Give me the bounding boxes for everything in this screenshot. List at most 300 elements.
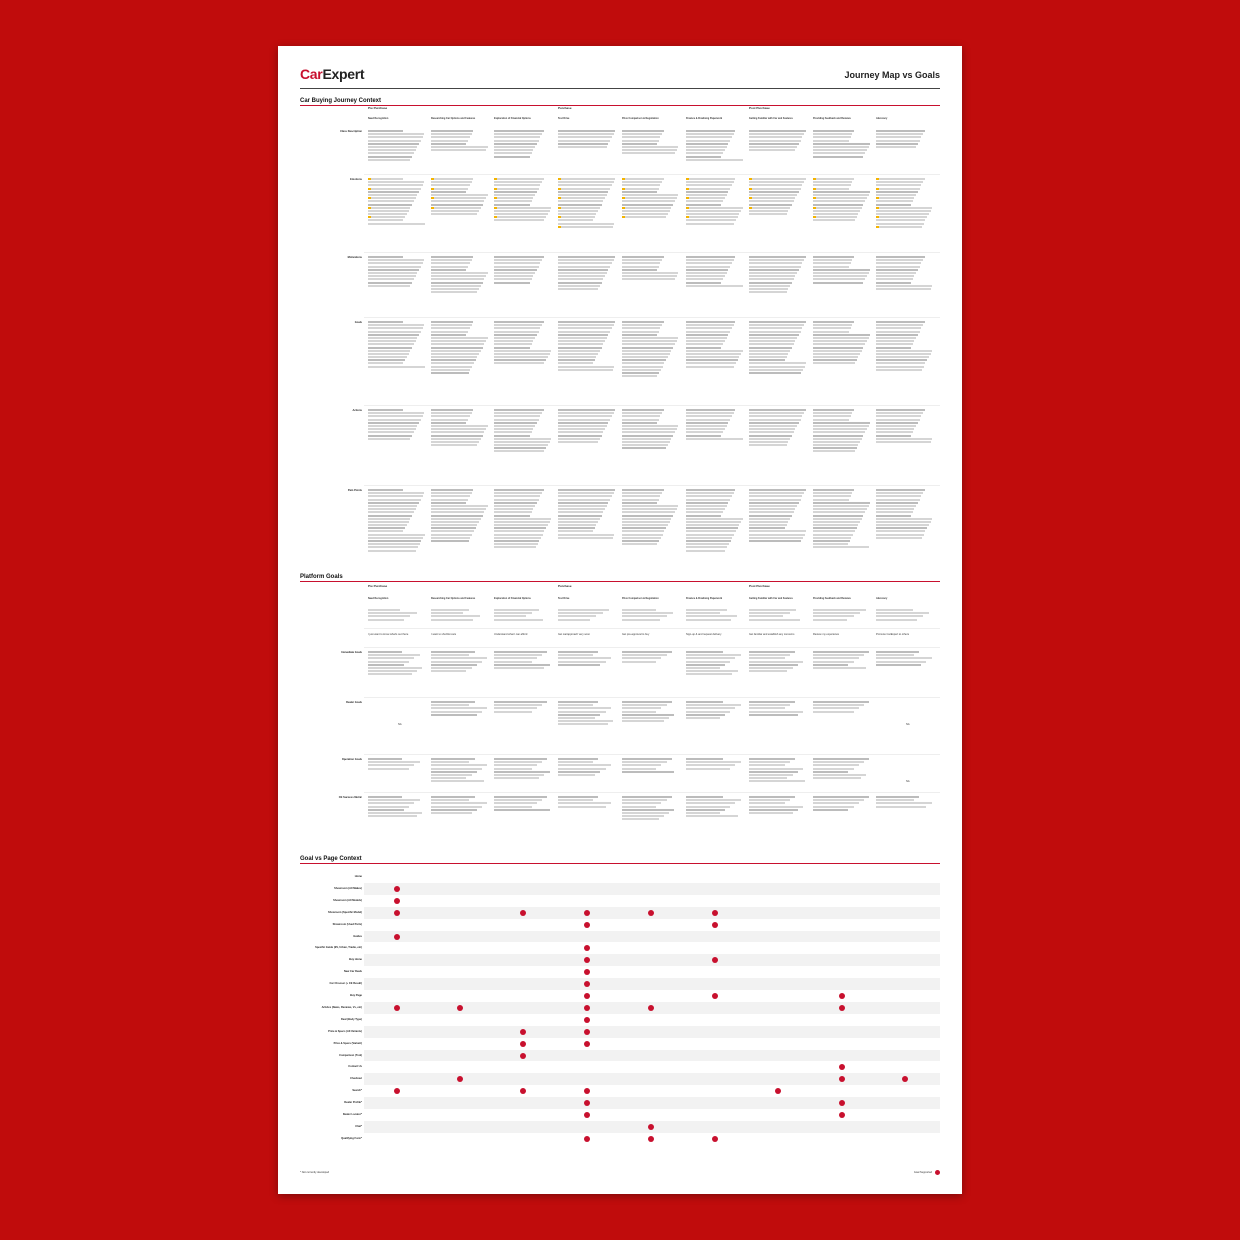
text-line bbox=[876, 359, 927, 361]
text-line bbox=[494, 275, 533, 277]
text-line bbox=[558, 615, 596, 617]
text-line bbox=[431, 524, 477, 526]
text-line bbox=[622, 256, 664, 258]
text-line bbox=[813, 269, 870, 271]
platform-cell bbox=[622, 701, 680, 723]
text-line bbox=[622, 343, 675, 345]
text-line bbox=[368, 758, 402, 760]
text-line bbox=[431, 178, 473, 180]
text-line bbox=[431, 619, 473, 621]
text-line bbox=[876, 441, 931, 443]
text-line bbox=[876, 324, 923, 326]
goal-supported-dot bbox=[584, 993, 590, 999]
journey-cell bbox=[431, 178, 489, 216]
text-line bbox=[686, 667, 720, 669]
text-line bbox=[622, 375, 657, 377]
text-line bbox=[876, 664, 921, 666]
text-line bbox=[431, 511, 484, 513]
text-line bbox=[622, 495, 660, 497]
text-line bbox=[558, 197, 605, 199]
text-line bbox=[686, 761, 741, 763]
text-line bbox=[686, 334, 728, 336]
text-line bbox=[558, 527, 595, 529]
text-line bbox=[876, 537, 922, 539]
text-line bbox=[494, 799, 542, 801]
text-line bbox=[431, 701, 475, 703]
text-line bbox=[494, 774, 544, 776]
text-line bbox=[876, 802, 932, 804]
platform-cell bbox=[494, 796, 552, 812]
text-line bbox=[876, 184, 921, 186]
text-line bbox=[494, 495, 540, 497]
text-line bbox=[813, 799, 864, 801]
text-line bbox=[749, 256, 806, 258]
page-label: Articles (News, Reviews, Vs, etc) bbox=[321, 1005, 362, 1009]
text-line bbox=[686, 152, 723, 154]
text-line bbox=[431, 809, 477, 811]
text-line bbox=[558, 495, 612, 497]
goal-supported-dot bbox=[394, 1005, 400, 1011]
stage-label: Price Comparison & Negotiation bbox=[622, 117, 659, 120]
text-line bbox=[431, 337, 488, 339]
text-line bbox=[558, 327, 612, 329]
platform-cell bbox=[813, 758, 871, 780]
text-line bbox=[813, 428, 867, 430]
text-line bbox=[494, 412, 542, 414]
goal-supported-dot bbox=[712, 1136, 718, 1142]
text-line bbox=[686, 156, 721, 158]
text-line bbox=[622, 409, 664, 411]
text-line bbox=[749, 282, 792, 284]
text-line bbox=[622, 489, 664, 491]
text-line bbox=[431, 415, 470, 417]
text-line bbox=[749, 262, 802, 264]
text-line bbox=[494, 262, 540, 264]
text-line bbox=[494, 438, 551, 440]
text-line bbox=[686, 428, 725, 430]
journey-cell bbox=[494, 178, 552, 223]
text-line bbox=[558, 259, 614, 261]
text-line bbox=[622, 764, 661, 766]
text-line bbox=[876, 197, 914, 199]
text-line bbox=[876, 511, 913, 513]
text-line bbox=[686, 527, 738, 529]
page-label: Showroom (All Makes) bbox=[334, 886, 362, 890]
text-line bbox=[813, 441, 860, 443]
text-line bbox=[494, 447, 546, 449]
text-line bbox=[558, 207, 600, 209]
text-line bbox=[686, 191, 728, 193]
text-line bbox=[431, 204, 483, 206]
text-line bbox=[686, 431, 723, 433]
text-line bbox=[813, 809, 848, 811]
text-line bbox=[368, 412, 424, 414]
text-line bbox=[749, 657, 785, 659]
text-line bbox=[368, 806, 409, 808]
platform-cell bbox=[368, 758, 426, 771]
matrix-row bbox=[364, 1038, 940, 1050]
text-line bbox=[876, 331, 920, 333]
text-line bbox=[558, 711, 606, 713]
text-line bbox=[494, 188, 539, 190]
journey-cell bbox=[749, 256, 807, 294]
text-line bbox=[686, 524, 739, 526]
text-line bbox=[368, 802, 414, 804]
text-line bbox=[558, 272, 607, 274]
text-line bbox=[494, 130, 544, 132]
text-line bbox=[558, 356, 596, 358]
text-line bbox=[876, 204, 911, 206]
journey-cell bbox=[749, 178, 807, 216]
journey-cell bbox=[431, 321, 489, 375]
text-line bbox=[558, 435, 602, 437]
text-line bbox=[622, 518, 671, 520]
text-line bbox=[876, 136, 921, 138]
text-line bbox=[876, 428, 914, 430]
text-line bbox=[368, 543, 420, 545]
text-line bbox=[368, 356, 407, 358]
text-line bbox=[813, 188, 849, 190]
text-line bbox=[749, 761, 790, 763]
text-line bbox=[494, 657, 537, 659]
text-line bbox=[813, 768, 854, 770]
text-line bbox=[431, 780, 484, 782]
text-line bbox=[368, 812, 422, 814]
page-label: Dealer Profile* bbox=[344, 1101, 362, 1105]
text-line bbox=[558, 492, 614, 494]
text-line bbox=[368, 188, 421, 190]
text-line bbox=[431, 272, 488, 274]
text-line bbox=[686, 419, 730, 421]
journey-cell bbox=[622, 409, 680, 450]
text-line bbox=[813, 534, 853, 536]
journey-row-label: Emotions bbox=[350, 178, 362, 181]
journey-cell bbox=[622, 489, 680, 546]
row-divider bbox=[364, 317, 940, 318]
text-line bbox=[813, 133, 852, 135]
platform-cell bbox=[494, 758, 552, 780]
journey-cell bbox=[368, 321, 426, 369]
text-line bbox=[431, 259, 472, 261]
matrix-row bbox=[364, 942, 940, 954]
text-line bbox=[749, 714, 798, 716]
text-line bbox=[813, 146, 869, 148]
text-line bbox=[622, 278, 675, 280]
text-line bbox=[431, 707, 487, 709]
text-line bbox=[686, 259, 734, 261]
text-line bbox=[431, 799, 469, 801]
text-line bbox=[749, 428, 795, 430]
journey-cell bbox=[622, 130, 680, 156]
text-line bbox=[368, 527, 405, 529]
text-line bbox=[622, 262, 660, 264]
journey-row-label: Goals bbox=[354, 321, 362, 324]
text-line bbox=[622, 761, 667, 763]
text-line bbox=[431, 615, 480, 617]
text-line bbox=[686, 143, 728, 145]
text-line bbox=[876, 505, 916, 507]
text-line bbox=[622, 188, 659, 190]
text-line bbox=[368, 272, 417, 274]
text-line bbox=[494, 425, 535, 427]
section-title-platform: Platform Goals bbox=[300, 574, 343, 580]
platform-cell bbox=[813, 701, 871, 714]
text-line bbox=[494, 441, 550, 443]
text-line bbox=[622, 661, 656, 663]
text-line bbox=[431, 331, 468, 333]
text-line bbox=[749, 802, 785, 804]
text-line bbox=[622, 447, 666, 449]
text-line bbox=[749, 799, 790, 801]
text-line bbox=[749, 812, 793, 814]
text-line bbox=[558, 518, 600, 520]
page-label: Showroom (Used Parts) bbox=[332, 922, 362, 926]
text-line bbox=[876, 356, 929, 358]
text-line bbox=[813, 425, 869, 427]
text-line bbox=[494, 489, 544, 491]
platform-description-cell bbox=[622, 609, 680, 622]
journey-cell bbox=[749, 489, 807, 543]
text-line bbox=[431, 444, 477, 446]
page-label: Deal (Body Type) bbox=[341, 1017, 362, 1021]
platform-cell bbox=[558, 796, 616, 809]
text-line bbox=[368, 219, 403, 221]
text-line bbox=[431, 210, 479, 212]
text-line bbox=[876, 133, 923, 135]
text-line bbox=[368, 324, 424, 326]
text-line bbox=[558, 334, 608, 336]
text-line bbox=[813, 508, 867, 510]
stage-label: Providing Feedback and Reviews bbox=[813, 597, 851, 600]
text-line bbox=[494, 806, 532, 808]
text-line bbox=[749, 369, 803, 371]
text-line bbox=[622, 275, 677, 277]
text-line bbox=[686, 331, 730, 333]
journey-cell bbox=[622, 321, 680, 378]
text-line bbox=[686, 425, 727, 427]
text-line bbox=[749, 704, 790, 706]
text-line bbox=[749, 777, 787, 779]
text-line bbox=[876, 492, 923, 494]
text-line bbox=[876, 612, 929, 614]
text-line bbox=[368, 521, 409, 523]
text-line bbox=[876, 200, 913, 202]
text-line bbox=[558, 707, 611, 709]
text-line bbox=[558, 136, 612, 138]
text-line bbox=[558, 213, 596, 215]
platform-cell bbox=[494, 651, 552, 670]
text-line bbox=[431, 321, 473, 323]
text-line bbox=[494, 269, 537, 271]
text-line bbox=[876, 651, 919, 653]
text-line bbox=[813, 489, 854, 491]
text-line bbox=[686, 492, 734, 494]
text-line bbox=[368, 438, 410, 440]
journey-cell bbox=[431, 130, 489, 152]
text-line bbox=[813, 256, 854, 258]
text-line bbox=[749, 272, 797, 274]
text-line bbox=[494, 428, 533, 430]
text-line bbox=[494, 282, 530, 284]
journey-cell bbox=[686, 178, 744, 226]
text-line bbox=[876, 282, 911, 284]
text-line bbox=[431, 435, 483, 437]
text-line bbox=[431, 521, 479, 523]
text-line bbox=[876, 362, 925, 364]
text-line bbox=[558, 415, 612, 417]
text-line bbox=[876, 415, 921, 417]
text-line bbox=[686, 197, 725, 199]
journey-cell bbox=[558, 409, 616, 444]
platform-description-cell bbox=[749, 609, 807, 622]
text-line bbox=[749, 334, 799, 336]
text-line bbox=[622, 441, 670, 443]
text-line bbox=[813, 213, 858, 215]
text-line bbox=[876, 272, 916, 274]
text-line bbox=[431, 334, 466, 336]
text-line bbox=[494, 337, 535, 339]
text-line bbox=[558, 146, 607, 148]
text-line bbox=[813, 143, 870, 145]
text-line bbox=[558, 704, 593, 706]
text-line bbox=[622, 431, 675, 433]
text-line bbox=[494, 444, 548, 446]
goal-supported-dot bbox=[839, 993, 845, 999]
text-line bbox=[368, 422, 419, 424]
text-line bbox=[494, 210, 550, 212]
text-line bbox=[494, 711, 532, 713]
platform-summary: Promote CarExpert to others bbox=[876, 633, 910, 636]
matrix-row bbox=[364, 871, 940, 883]
platform-description-cell bbox=[431, 609, 489, 622]
text-line bbox=[813, 197, 867, 199]
text-line bbox=[558, 266, 610, 268]
text-line bbox=[494, 664, 550, 666]
text-line bbox=[813, 450, 855, 452]
text-line bbox=[622, 143, 657, 145]
text-line bbox=[368, 362, 403, 364]
text-line bbox=[368, 275, 416, 277]
text-line bbox=[558, 651, 598, 653]
text-line bbox=[368, 200, 414, 202]
text-line bbox=[813, 707, 859, 709]
text-line bbox=[368, 619, 404, 621]
goal-supported-dot bbox=[584, 1136, 590, 1142]
text-line bbox=[876, 191, 918, 193]
text-line bbox=[558, 441, 598, 443]
goal-supported-dot bbox=[839, 1005, 845, 1011]
text-line bbox=[368, 130, 403, 132]
platform-cell bbox=[686, 701, 744, 720]
text-line bbox=[558, 654, 593, 656]
text-line bbox=[622, 412, 662, 414]
text-line bbox=[494, 321, 544, 323]
text-line bbox=[622, 191, 657, 193]
text-line bbox=[622, 359, 666, 361]
text-line bbox=[749, 764, 785, 766]
text-line bbox=[558, 521, 598, 523]
text-line bbox=[622, 707, 661, 709]
text-line bbox=[749, 651, 795, 653]
page-label: Chat* bbox=[355, 1124, 362, 1128]
text-line bbox=[749, 359, 785, 361]
text-line bbox=[813, 275, 867, 277]
text-line bbox=[494, 612, 532, 614]
text-line bbox=[813, 204, 863, 206]
text-line bbox=[558, 419, 610, 421]
journey-cell bbox=[876, 178, 934, 229]
text-line bbox=[558, 489, 615, 491]
journey-cell bbox=[876, 256, 934, 291]
text-line bbox=[813, 184, 851, 186]
platform-cell bbox=[686, 651, 744, 677]
matrix-row bbox=[364, 1097, 940, 1109]
text-line bbox=[876, 534, 924, 536]
footnote: * Not currently developed bbox=[300, 1171, 330, 1174]
text-line bbox=[494, 499, 539, 501]
text-line bbox=[431, 667, 472, 669]
text-line bbox=[368, 285, 410, 287]
text-line bbox=[686, 546, 727, 548]
goal-supported-dot bbox=[584, 1017, 590, 1023]
text-line bbox=[622, 350, 671, 352]
text-line bbox=[494, 521, 550, 523]
text-line bbox=[494, 259, 542, 261]
text-line bbox=[494, 327, 540, 329]
text-line bbox=[431, 534, 472, 536]
text-line bbox=[749, 133, 804, 135]
text-line bbox=[622, 347, 673, 349]
text-line bbox=[368, 409, 403, 411]
text-line bbox=[431, 140, 468, 142]
text-line bbox=[431, 714, 477, 716]
text-line bbox=[431, 362, 474, 364]
text-line bbox=[686, 204, 721, 206]
goal-supported-dot bbox=[712, 993, 718, 999]
text-line bbox=[813, 774, 866, 776]
text-line bbox=[622, 802, 661, 804]
text-line bbox=[431, 505, 488, 507]
text-line bbox=[749, 269, 799, 271]
journey-cell bbox=[876, 489, 934, 540]
text-line bbox=[622, 704, 667, 706]
text-line bbox=[494, 334, 537, 336]
page-label: Buy Home bbox=[349, 958, 362, 962]
text-line bbox=[431, 489, 473, 491]
text-line bbox=[686, 707, 735, 709]
text-line bbox=[431, 288, 479, 290]
platform-summary: Sign-up & and request delivery bbox=[686, 633, 722, 636]
text-line bbox=[622, 511, 675, 513]
text-line bbox=[494, 515, 530, 517]
journey-cell bbox=[494, 489, 552, 550]
text-line bbox=[431, 200, 484, 202]
text-line bbox=[558, 362, 593, 364]
text-line bbox=[494, 502, 537, 504]
text-line bbox=[749, 140, 801, 142]
text-line bbox=[431, 704, 469, 706]
text-line bbox=[494, 146, 535, 148]
text-line bbox=[494, 181, 542, 183]
text-line bbox=[686, 269, 728, 271]
text-line bbox=[368, 809, 404, 811]
page-label: Search* bbox=[352, 1089, 362, 1093]
text-line bbox=[622, 340, 677, 342]
text-line bbox=[431, 366, 472, 368]
text-line bbox=[876, 435, 911, 437]
text-line bbox=[813, 152, 865, 154]
text-line bbox=[876, 340, 914, 342]
